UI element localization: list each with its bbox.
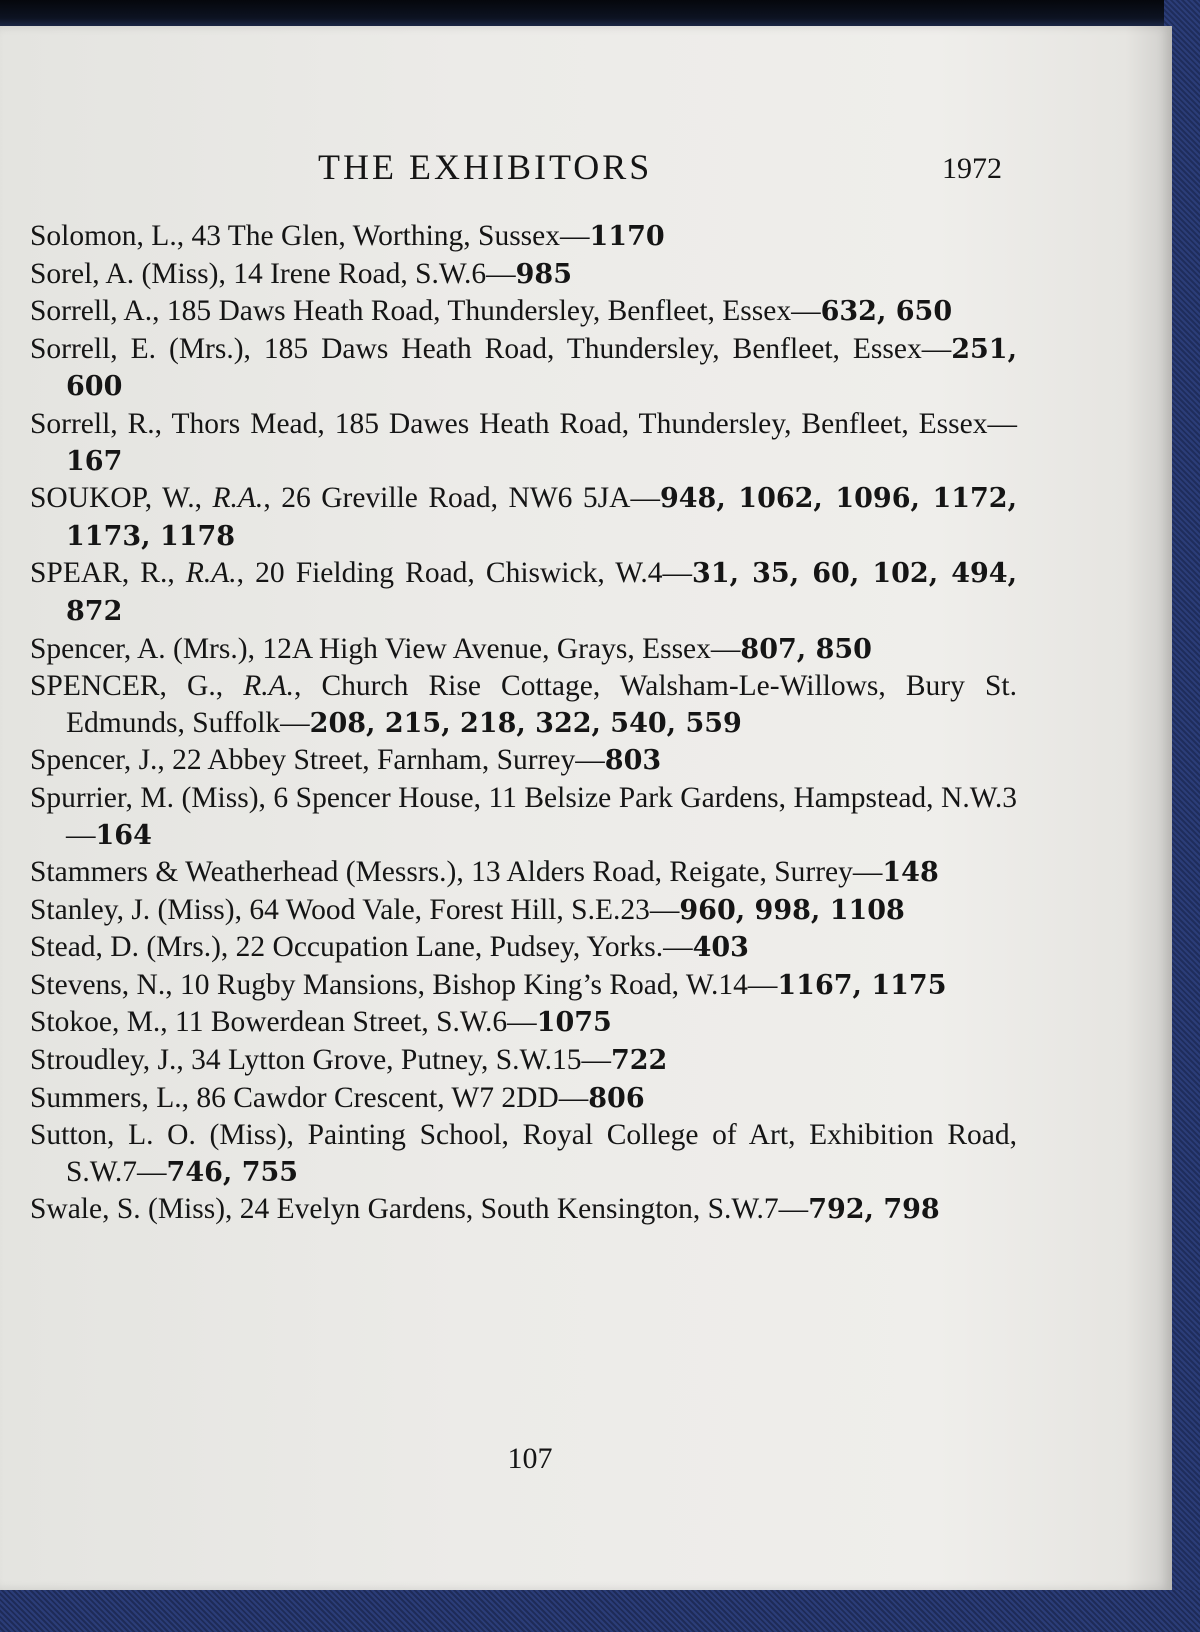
catalogue-numbers: 1075 xyxy=(536,1007,612,1039)
entry-text: Sorel, A. (Miss), 14 Irene Road, S.W.6— xyxy=(30,257,516,290)
entry-text: Summers, L., 86 Cawdor Crescent, W7 2DD— xyxy=(30,1081,589,1114)
academician-title: R.A. xyxy=(212,482,264,515)
list-item xyxy=(30,631,1017,669)
book-cover-top-edge xyxy=(0,0,1200,26)
exhibitor-list xyxy=(30,218,1017,1229)
entry-text: Stammers & Weatherhead (Messrs.), 13 Alders Road, Reigate, Surrey— xyxy=(30,856,883,889)
entry-text: SOUKOP, W., xyxy=(30,482,213,515)
entry-text: Solomon, L., 43 The Glen, Worthing, Sussex— xyxy=(30,220,590,252)
list-item xyxy=(30,1042,1017,1080)
list-item xyxy=(30,1004,1017,1042)
entry-text: Stead, D. (Mrs.), 22 Occupation Lane, Pudsey, Yorks.— xyxy=(30,931,693,964)
list-item xyxy=(30,742,1017,780)
academician-title: R.A. xyxy=(243,670,294,703)
catalogue-numbers: 632, 650 xyxy=(820,296,953,328)
list-item xyxy=(30,854,1017,892)
entry-text: Spencer, A. (Mrs.), 12A High View Avenue, Grays, Essex— xyxy=(30,632,741,665)
entry-address: , 26 Greville Road, NW6 5JA— xyxy=(263,482,660,515)
entry-text: Sorrell, R., Thors Mead, 185 Dawes Heath Road, Thundersley, Benfleet, Essex— xyxy=(30,407,1017,440)
catalogue-numbers: 403 xyxy=(692,932,749,964)
catalogue-numbers: 1170 xyxy=(589,221,665,252)
list-item xyxy=(30,480,1017,555)
academician-title: R.A. xyxy=(185,557,237,590)
catalogue-numbers: 167 xyxy=(66,445,123,477)
book-page xyxy=(0,26,1172,1590)
list-item xyxy=(30,967,1017,1005)
catalogue-numbers: 948, 1062, 1096, 1172, 1173, 1178 xyxy=(66,483,1017,552)
entry-text: Stokoe, M., 11 Bowerdean Street, S.W.6— xyxy=(30,1006,537,1039)
entry-text: Stroudley, J., 34 Lytton Grove, Putney, S.W.15— xyxy=(30,1044,611,1077)
running-header xyxy=(0,146,1172,206)
list-item xyxy=(30,1117,1017,1191)
list-item xyxy=(30,555,1017,630)
catalogue-numbers: 208, 215, 218, 322, 540, 559 xyxy=(309,707,742,739)
list-item xyxy=(30,1080,1017,1118)
list-item xyxy=(30,293,1017,331)
list-item xyxy=(30,929,1017,967)
entry-text: Spurrier, M. (Miss), 6 Spencer House, 11 Belsize Park Gardens, Hampstead, N.W.3— xyxy=(30,781,1017,851)
catalogue-numbers: 806 xyxy=(588,1082,645,1114)
list-item xyxy=(30,780,1017,854)
entry-text: SPENCER, G., xyxy=(30,670,244,703)
entry-address: , Church Rise Cottage, Walsham-Le-Willows, Bury St. Edmunds, Suffolk— xyxy=(66,670,1017,739)
catalogue-numbers: 148 xyxy=(882,857,939,889)
catalogue-numbers: 985 xyxy=(515,258,573,290)
list-item xyxy=(30,406,1017,480)
entry-address: , 20 Fielding Road, Chiswick, W.4— xyxy=(236,557,693,590)
catalogue-numbers: 803 xyxy=(604,745,662,777)
page-year: 1972 xyxy=(942,152,1002,185)
catalogue-numbers: 746, 755 xyxy=(166,1156,299,1188)
list-item xyxy=(30,256,1017,294)
catalogue-numbers: 31, 35, 60, 102, 494, 872 xyxy=(66,558,1017,627)
entry-text: Stevens, N., 10 Rugby Mansions, Bishop King’s Road, W.14— xyxy=(30,968,778,1001)
catalogue-numbers: 960, 998, 1108 xyxy=(679,894,905,926)
list-item xyxy=(30,892,1017,930)
entry-text: Spencer, J., 22 Abbey Street, Farnham, Surrey— xyxy=(30,744,605,777)
catalogue-numbers: 164 xyxy=(95,819,152,851)
entry-text: Swale, S. (Miss), 24 Evelyn Gardens, South Kensington, S.W.7— xyxy=(30,1193,809,1226)
list-item xyxy=(30,668,1017,742)
entry-text: Sorrell, A., 185 Daws Heath Road, Thundersley, Benfleet, Essex— xyxy=(30,295,821,328)
entry-text: Sutton, L. O. (Miss), Painting School, Royal College of Art, Exhibition Road, S.W.7— xyxy=(30,1119,1017,1188)
catalogue-numbers: 792, 798 xyxy=(808,1194,940,1226)
book-cover-bottom-edge xyxy=(0,1590,1200,1632)
list-item xyxy=(30,218,1017,256)
catalogue-numbers: 807, 850 xyxy=(740,633,872,665)
page-number: 107 xyxy=(507,1442,553,1475)
page-title: THE EXHIBITORS xyxy=(318,147,653,187)
list-item xyxy=(30,331,1017,406)
catalogue-numbers: 722 xyxy=(610,1045,668,1077)
catalogue-numbers: 251, 600 xyxy=(66,333,1017,403)
entry-text: SPEAR, R., xyxy=(30,557,186,590)
catalogue-numbers: 1167, 1175 xyxy=(777,969,947,1001)
entry-text: Stanley, J. (Miss), 64 Wood Vale, Forest Hill, S.E.23— xyxy=(30,893,680,926)
list-item xyxy=(30,1191,1017,1229)
entry-text: Sorrell, E. (Mrs.), 185 Daws Heath Road, Thundersley, Benfleet, Essex— xyxy=(30,332,952,365)
